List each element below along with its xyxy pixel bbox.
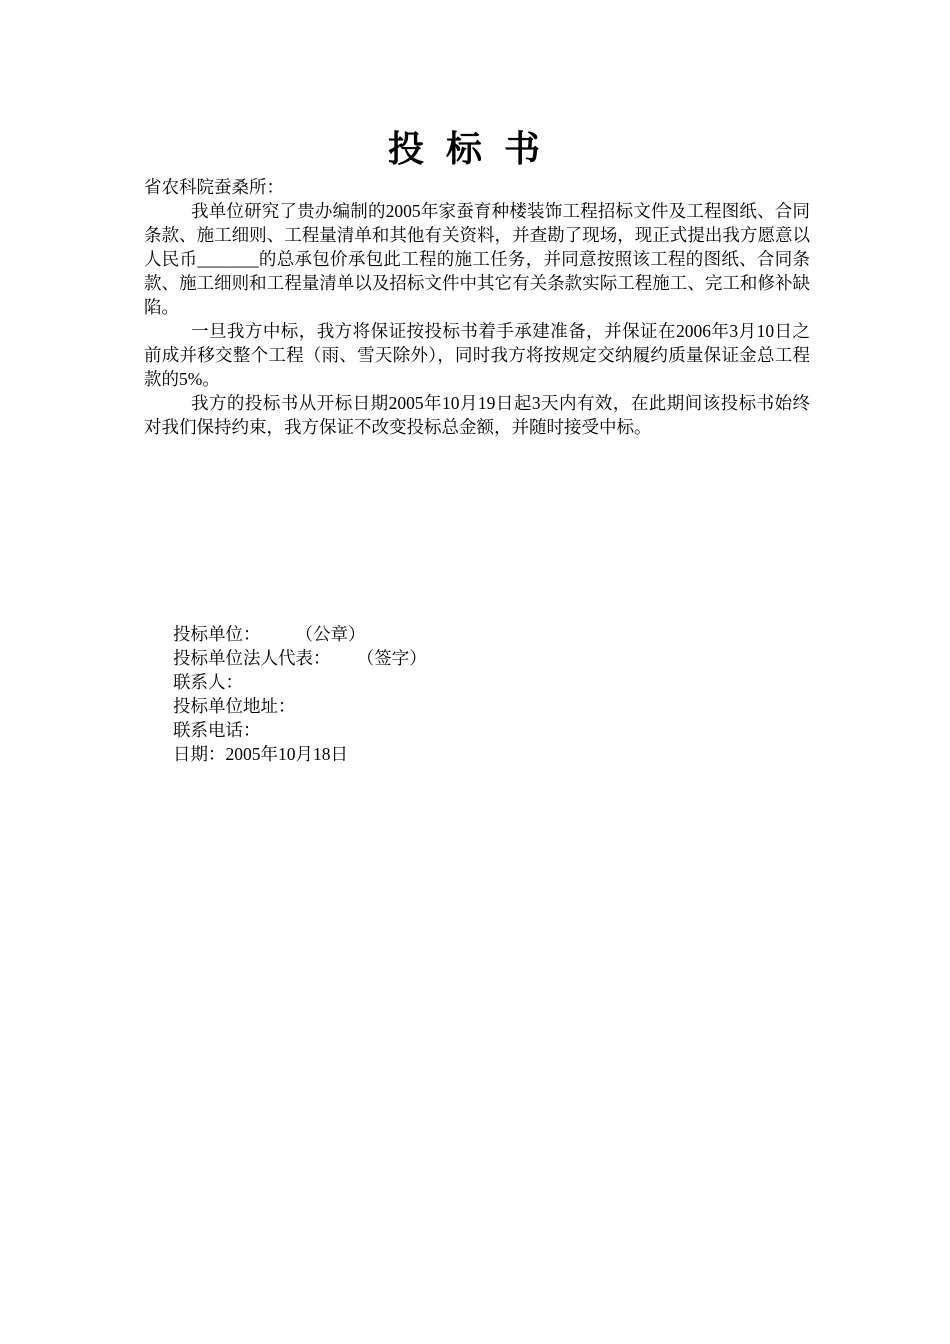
addressee: 省农科院蚕桑所：	[144, 177, 284, 197]
signature-contact: 联系人：	[173, 672, 243, 692]
paragraph-3: 我方的投标书从开标日期2005年10月19日起3天内有效，在此期间该投标书始终对我们保持约束，我方保证不改变投标总金额，并随时接受中标。	[144, 393, 810, 437]
signature-address: 投标单位地址：	[173, 696, 296, 716]
signature-block	[173, 622, 427, 766]
paragraph-2: 一旦我方中标，我方将保证按投标书着手承建准备，并保证在2006年3月10日之前成并移交整个工程（雨、雪天除外），同时我方将按规定交纳履约质量保证金总工程款的5%。	[144, 321, 810, 389]
signature-legal-rep: 投标单位法人代表： （签字）	[173, 648, 427, 668]
signature-date: 日期：2005年10月18日	[173, 744, 348, 764]
signature-phone: 联系电话：	[173, 720, 261, 740]
signature-unit: 投标单位： （公章）	[173, 624, 366, 644]
document-title: 投标书	[387, 129, 562, 169]
document-body	[144, 175, 810, 439]
paragraph-1: 我单位研究了贵办编制的2005年家蚕育种楼装饰工程招标文件及工程图纸、合同条款、施工细则、工程量清单和其他有关资料，并查勘了现场，现正式提出我方愿意以人民币_______的总承包价承包此工程的施工任务，并同意按照该工程的图纸、合同条款、施工细则和工程量清单以及招标文件中其它有关条款实际工程施工、完工和修补缺陷。	[144, 201, 810, 317]
